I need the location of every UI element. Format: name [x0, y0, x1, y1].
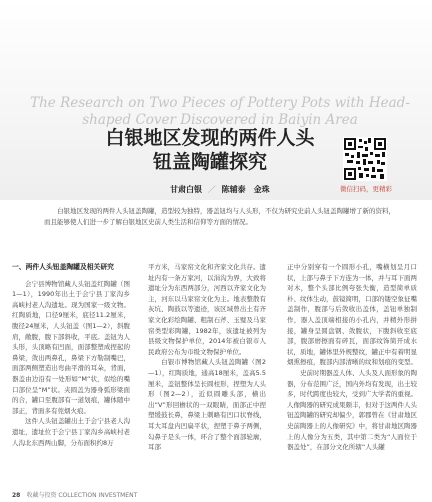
author-names: 陈辅泰 金珠: [221, 185, 270, 194]
page-number: 28: [12, 492, 21, 499]
author-location: 甘肃白银: [170, 185, 202, 194]
qr-code-icon[interactable]: [343, 137, 387, 181]
section-heading: 一、两件人头钮盖陶罐及相关研究: [12, 263, 114, 271]
english-title: The Research on Two Pieces of Pottery Pots with Head-shaped Cover Discovered in Baiyin Area: [30, 95, 410, 128]
chinese-title: [60, 126, 360, 174]
paragraph: 白银市博物馆藏人头钮盖陶罐（图2—1），红陶质地，通高18厘米，盖高5.5厘米，盖钮整体呈长圆柱形，捏塑为人头形（图2—2），近似圆雕头部，横出出“V”形回檐状的一双眼睛，面部正中捏塑缓鼓长鼻，鼻梁上刺略有凹口状脊线，耳大耳盘内凹扁平状，捏塑于鼻子两侧，勾鼻子是头一体，环合了整个面部轮廓，耳部: [148, 358, 266, 452]
body-column-1: [12, 262, 130, 448]
journal-name: 收藏与投资 COLLECTION INVESTMENT: [26, 492, 138, 499]
qr-caption: 微信扫码，更精彩: [340, 185, 392, 193]
body-column-3: [287, 262, 417, 453]
chinese-title-line-1: 白银地区发现的两件人头: [105, 127, 315, 149]
author-line: [170, 184, 320, 195]
page-footer: [12, 490, 137, 499]
paragraph: 这件人头钮盖罐出土于会宁县老人沟遗址，遗址位于会宁县丁家沟乡高峡村老人沟北东西两山脚，分布面积约8万: [12, 417, 130, 447]
abstract: 白银地区发现的两件人头钮盖陶罐，造型较为独特，器盖钮均与人头形，不仅为研究史前人头钮盖陶罐增了新的资料，而且能够使人们进一步了解白银地区史前人类生活和信仰等方面的情况。: [44, 207, 395, 226]
paragraph: 平方米，马家窑文化和齐家文化共存。遗址内有一条万家河，以涓沟为界，大致将遗址分为东西两部分，河西以齐家文化为主，河东以马家窑文化为主。地表整散有灰坑、陶鼓以等遗迹，该区域曾出土有齐家文化彩绘陶罐、粗制石斧、玉璧及马家窑类型彩陶罐，1982年，该遗址被列为县级文物保护单位，2014年被白银市人民政府公布为市级文物保护单位。: [148, 263, 266, 356]
body-column-2: [148, 262, 266, 453]
author-separator: ／: [207, 185, 216, 194]
chinese-title-line-2: 钮盖陶罐探究: [152, 151, 267, 173]
paragraph: 史前时期器盖人体、人头及人面形象的陶器，分布范围广泛，国内外均有发现，出土较多，时代跨度也较大，受到广大学者的重视。人像陶器的研究成果颇丰，但对于这两件人头钮盖陶罐的研究却偏少，郭郡曾在《甘肃地区史前陶器上的人像研究》中，将甘肃地区陶器上的人像分为五类，其中第二类为“人面位于器盖处”，在部分文化所辖“人头罐: [287, 368, 417, 452]
paragraph: 正中分别穿有一个圆形小孔，嘴横划呈月口状，上部与鼻子下方连为一体，并与耳下面两对木，整个头部比例夸张失衡，造型简单质朴、纹体生动，鼓镜简明，口部的镂空象征嘴盖制作，腹部与后敛收出盖体，盖钮单独制作，器人盖顶端相接的小孔内，并精外形拼接，罐身呈圆盘钢、敛腹状，下腹斜收至底部，腹部磨擦面有碎瓦，面部纹饰简开成水状，质地，罐体里外规整纹，罐正中有着明显烟熏擦痕，腹部内部清晰的纹和划痕的变型。: [287, 263, 417, 367]
paragraph: 会宁县博物馆藏人头钮盖红陶罐（图1—1），1990年出土于会宁县丁家沟乡高峡村老人沟遗址。现为国家一级文物。红陶质地，口径9厘米，底径11.2厘米，腹径24厘米，人头钮盖（图1—2），斜腹肩，敞腹，腹下部斜收，平底。盖钮为人头形，头顶略有凹面，面部整塑成捏起的鼻梁，敛出两鼻孔，鼻梁下方勒制嘴巴，面部两侧塑造出弯曲平滑的耳朵，背面，器盖由边沿有一处形如“M”状，似绘的嘴口部位呈“M”状。夹圆盖为器身弧形梁面的合，罐口至腹部有一道划痕，罐体随中部正，背面多有莞烟火痕。: [12, 279, 130, 415]
